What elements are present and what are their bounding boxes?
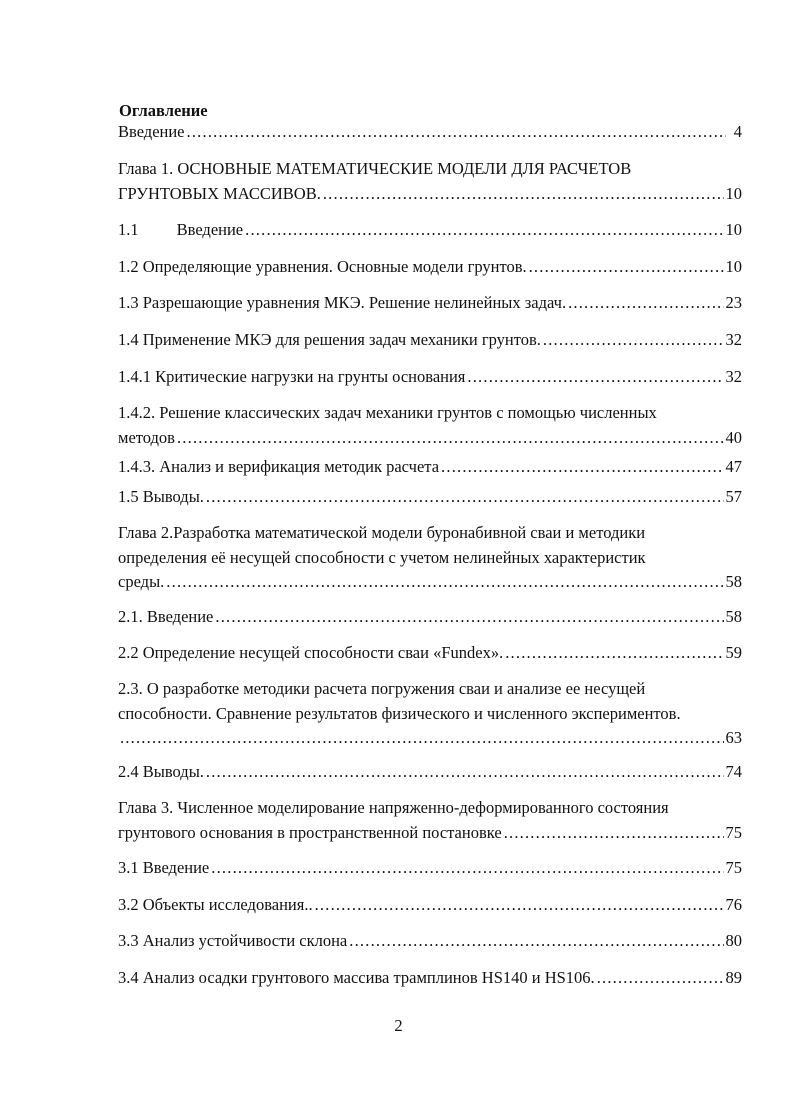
toc-entry-1-2[interactable] [118,255,742,280]
toc-entry-chapter-1[interactable] [118,157,742,206]
dot-leader [177,426,724,451]
toc-entry-title: 1.3 Разрешающие уравнения МКЭ. Решение нелинейных задач. [118,293,567,312]
toc-entry-3-1[interactable] [118,856,742,881]
toc-entry-page: 47 [725,457,742,476]
page-number: 2 [394,1016,403,1035]
toc-entry-page: 57 [725,487,742,506]
toc-entry-title: 2.3. О разработке методики расчета погружения сваи и анализе ее несущей [118,679,646,698]
toc-entry-title: 3.3 Анализ устойчивости склона [118,931,348,950]
toc-entry-number: 1.1 [118,220,139,239]
dot-leader [120,726,724,751]
toc-entry-title: 1.4.2. Решение классических задач механики грунтов с помощью численных [118,403,657,422]
toc-entry-page: 10 [725,183,742,203]
dot-leader [187,120,726,145]
toc-entry-page: 80 [725,931,742,950]
dot-leader [467,365,723,390]
toc-entry-title-cont: методов [118,427,175,447]
dot-leader [211,856,723,881]
toc-entry-1-4[interactable] [118,328,742,353]
toc-entry-2-1[interactable] [118,605,742,630]
dot-leader [315,893,724,918]
toc-entry-title-cont: грунтового основания в пространственной постановке [118,822,502,842]
toc-entry-intro[interactable] [118,120,742,145]
dot-leader [206,760,724,785]
toc-entry-chapter-3[interactable] [118,796,742,845]
toc-entry-title-cont: ГРУНТОВЫХ МАССИВОВ. [118,183,321,203]
toc-entry-page: 32 [725,367,742,386]
dot-leader [166,570,723,595]
toc-entry-2-4[interactable] [118,760,742,785]
dot-leader [529,255,724,280]
toc-entry-1-1[interactable] [118,218,742,243]
dot-leader [504,821,724,846]
dot-leader [245,218,723,243]
toc-entry-title: 2.2 Определение несущей способности сваи «Fundex». [118,643,504,662]
toc-entry-1-4-1[interactable] [118,365,742,390]
toc-entry-chapter-2[interactable] [118,521,742,595]
toc-entry-title: 1.4 Применение МКЭ для решения задач механики грунтов. [118,330,541,349]
toc-entry-title: Введение [176,220,244,239]
toc-entry-page: 63 [725,728,742,747]
dot-leader [441,455,723,480]
toc-entry-2-3[interactable] [118,677,742,751]
toc-entry-1-5[interactable] [118,485,742,510]
toc-entry-page: 58 [725,572,742,591]
toc-entry-page: 23 [725,293,742,312]
toc-entry-title: 3.4 Анализ осадки грунтового массива трамплинов HS140 и HS106. [118,968,595,987]
toc-entry-page: 32 [725,330,742,349]
toc-entry-title-cont: среды. [118,572,165,591]
toc-entry-3-4[interactable] [118,966,742,991]
dot-leader [597,966,724,991]
toc-entry-page: 76 [725,895,742,914]
toc-heading: Оглавление [119,101,208,120]
toc-entry-page: 10 [725,220,742,239]
toc-entry-page: 89 [725,968,742,987]
toc-entry-page: 75 [725,858,742,877]
toc-entry-title: 1.5 Выводы. [118,487,204,506]
toc-entry-title: 2.1. Введение [118,607,214,626]
toc-entry-title-cont: способности. Сравнение результатов физического и численного экспериментов. [118,703,681,723]
toc-entry-3-3[interactable] [118,929,742,954]
toc-entry-2-2[interactable] [118,641,742,666]
toc-entry-title: 2.4 Выводы. [118,762,204,781]
toc-entry-title: Глава 1. ОСНОВНЫЕ МАТЕМАТИЧЕСКИЕ МОДЕЛИ ДЛЯ РАСЧЕТОВ [118,159,632,178]
toc-entry-page: 10 [725,257,742,276]
toc-entry-title: 1.4.1 Критические нагрузки на грунты основания [118,367,466,386]
dot-leader [206,485,724,510]
toc-entry-title: Глава 3. Численное моделирование напряженно-деформированного состояния [118,798,669,817]
toc-entry-title: 3.2 Объекты исследования.. [118,895,313,914]
dot-leader [568,291,723,316]
toc-entry-page: 58 [725,607,742,626]
toc-entry-page: 59 [725,643,742,662]
dot-leader [505,641,723,666]
toc-entry-title: 1.2 Определяющие уравнения. Основные модели грунтов. [118,257,527,276]
toc-entry-page: 40 [725,427,742,447]
toc-entry-1-3[interactable] [118,291,742,316]
toc-entry-title: 3.1 Введение [118,858,210,877]
dot-leader [323,182,724,207]
dot-leader [349,929,723,954]
toc-entry-page: 4 [733,122,742,141]
dot-leader [215,605,723,630]
toc-entry-1-4-3[interactable] [118,455,742,480]
toc-entry-title-cont: определения её несущей способности с учетом нелинейных характеристик [118,547,646,567]
toc-entry-title: 1.4.3. Анализ и верификация методик расчета [118,457,440,476]
toc-entry-page: 75 [725,822,742,842]
toc-entry-3-2[interactable] [118,893,742,918]
toc-entry-title: Глава 2.Разработка математической модели буронабивной сваи и методики [118,523,646,542]
dot-leader [543,328,724,353]
toc-entry-1-4-2[interactable] [118,401,742,450]
toc-entry-title: Введение [118,122,185,141]
toc-entry-page: 74 [725,762,742,781]
